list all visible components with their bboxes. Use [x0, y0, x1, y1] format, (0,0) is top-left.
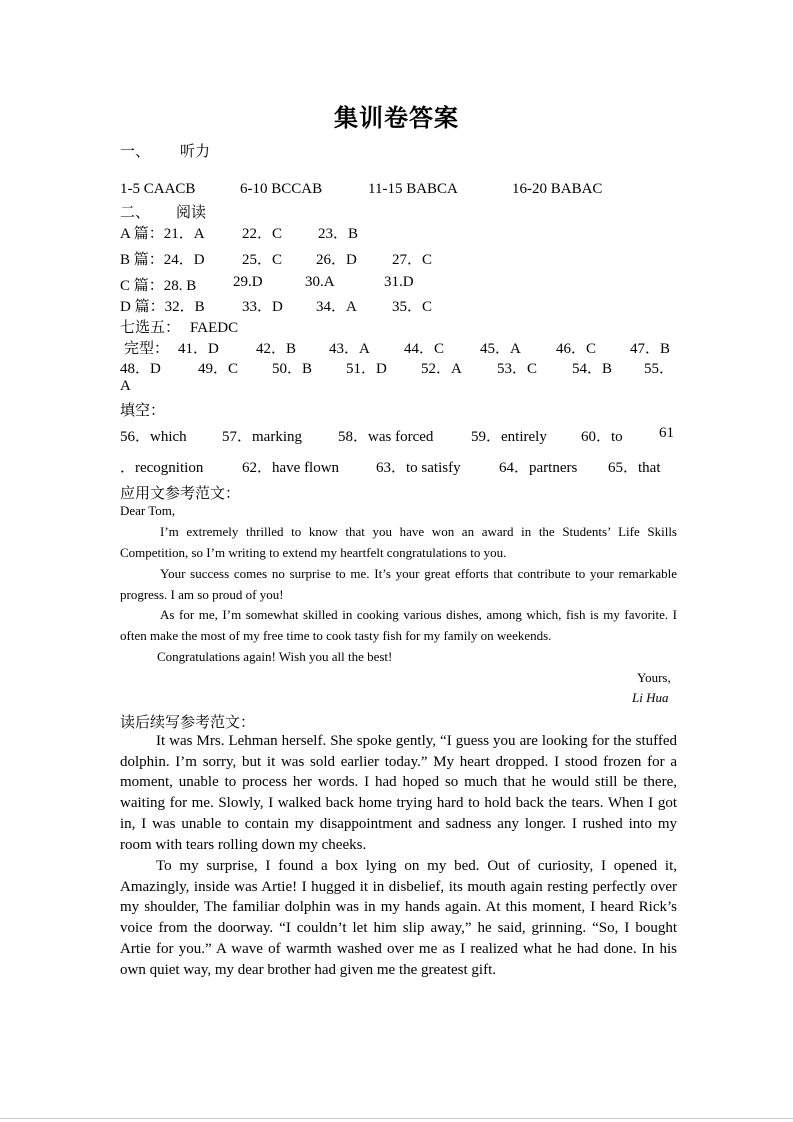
answer-item: 49．C	[198, 361, 239, 377]
answer-item: 25．C	[242, 252, 283, 268]
answer-item: 64．partners	[499, 460, 578, 476]
answer-item: 57．marking	[222, 429, 302, 445]
fill-in-heading	[120, 399, 165, 420]
answer-item: 45．A	[480, 341, 521, 357]
letter-paragraph: I’m extremely thrilled to know that you have won an award in the Students’ Life Skills Competition, so I’m writing to extend my heartfelt congratulations to you.	[120, 524, 677, 560]
section-label: 阅读	[176, 205, 207, 221]
application-writing-heading: 应用文参考范文：	[120, 486, 241, 502]
answer-item: 34．A	[316, 299, 357, 315]
answer-item: 23．B	[318, 226, 359, 242]
answer-item: 63．to satisfy	[376, 460, 461, 476]
answer-item: 58．was forced	[338, 429, 434, 445]
answer-item: 52．A	[421, 361, 462, 377]
page-bottom-border	[0, 1118, 793, 1119]
answer-item: 26．D	[316, 252, 357, 268]
answer-item: 65．that	[608, 460, 661, 476]
answer-item: 41．D	[178, 341, 219, 357]
answer-item: 33．D	[242, 299, 283, 315]
answer-item: 53．C	[497, 361, 538, 377]
section-label: 完型：	[124, 341, 170, 357]
letter-paragraph: As for me, I’m somewhat skilled in cooking various dishes, among which, fish is my favorite. I often make the most of my free time to cook tasty fish for my family on weekends.	[120, 607, 677, 643]
answer-item: 51．D	[346, 361, 387, 377]
answer-item: A	[120, 378, 131, 394]
answer-item: C 篇：28. B	[120, 278, 197, 294]
section-number: 二、	[120, 205, 151, 221]
answer-item: 54．B	[572, 361, 613, 377]
answer-item: 61	[659, 425, 674, 441]
answer-item: 22．C	[242, 226, 283, 242]
section-label: 听力	[180, 144, 211, 160]
answer-item: ．recognition	[120, 460, 204, 476]
answer-item: A 篇：21．A	[120, 226, 205, 242]
answer-item: 42．B	[256, 341, 297, 357]
answer-group: 11-15 BABCA	[368, 181, 458, 197]
answer-item: 48．D	[120, 361, 161, 377]
answer-group: 16-20 BABAC	[512, 181, 603, 197]
answer-item: 27．C	[392, 252, 433, 268]
answer-item: 30.A	[305, 274, 335, 290]
answer-item: FAEDC	[190, 320, 239, 336]
continuation-paragraph: It was Mrs. Lehman herself. She spoke gently, “I guess you are looking for the stuffed dolphin. I’m sorry, but it was sold earlier today.” My heart dropped. I stood frozen for a moment, unable to process her words. I had hoped so much that he would still be there, waiting for me. Slowly, I walked back home trying hard to hold back the tears. When I got in, I was unable to contain my disappointment and sadness any longer. I rushed into my room with tears rolling down my cheeks.	[120, 733, 677, 853]
section-label: 七选五：	[120, 320, 181, 336]
seven-five-answers	[120, 316, 238, 337]
letter-signature: Li Hua	[632, 690, 669, 705]
answer-group: 1-5 CAACB	[120, 181, 196, 197]
answer-item: 47．B	[630, 341, 671, 357]
letter-salutation: Dear Tom,	[120, 503, 176, 518]
answer-item: 55．	[644, 361, 675, 377]
answer-group: 6-10 BCCAB	[240, 181, 323, 197]
answer-item: 62．have flown	[242, 460, 340, 476]
section-listening-heading	[120, 140, 210, 161]
section-label: 填空：	[120, 403, 166, 419]
answer-item: 60．to	[581, 429, 623, 445]
section-number: 一、	[120, 144, 151, 160]
answer-item: 43．A	[329, 341, 370, 357]
cloze-answers-row-3	[120, 378, 131, 395]
answer-item: 35．C	[392, 299, 433, 315]
answer-item: 56．which	[120, 429, 187, 445]
answer-item: B 篇：24．D	[120, 252, 205, 268]
letter-closing: Yours,	[637, 670, 671, 685]
letter-paragraph: Congratulations again! Wish you all the best!	[157, 649, 393, 664]
letter-paragraph: Your success comes no surprise to me. It’s your great efforts that contribute to your remarkable progress. I am so proud of you!	[120, 566, 677, 602]
section-reading-heading	[120, 201, 206, 222]
answer-item: 59．entirely	[471, 429, 547, 445]
answer-item: 29.D	[233, 274, 263, 290]
answer-item: 44．C	[404, 341, 445, 357]
continuation-paragraph: To my surprise, I found a box lying on my bed. Out of curiosity, I opened it, Amazingly, inside was Artie! I hugged it in disbelief, its mouth again resting perfectly over my shoulder, The familiar dolphin was in my hands again. At this moment, I heard Rick’s voice from the doorway. “I couldn’t let him slip away,” he said, grinning. “So, I bought Artie for you.” A wave of warmth washed over me as I realized what he had done. In his own quiet way, my dear brother had given me the greatest gift.	[120, 858, 677, 978]
answer-item: D 篇：32．B	[120, 299, 205, 315]
continuation-writing-heading: 读后续写参考范文：	[120, 715, 256, 731]
answer-item: 46．C	[556, 341, 597, 357]
page-title: 集训卷答案	[334, 106, 459, 132]
answer-item: 50．B	[272, 361, 313, 377]
answer-item: 31.D	[384, 274, 414, 290]
